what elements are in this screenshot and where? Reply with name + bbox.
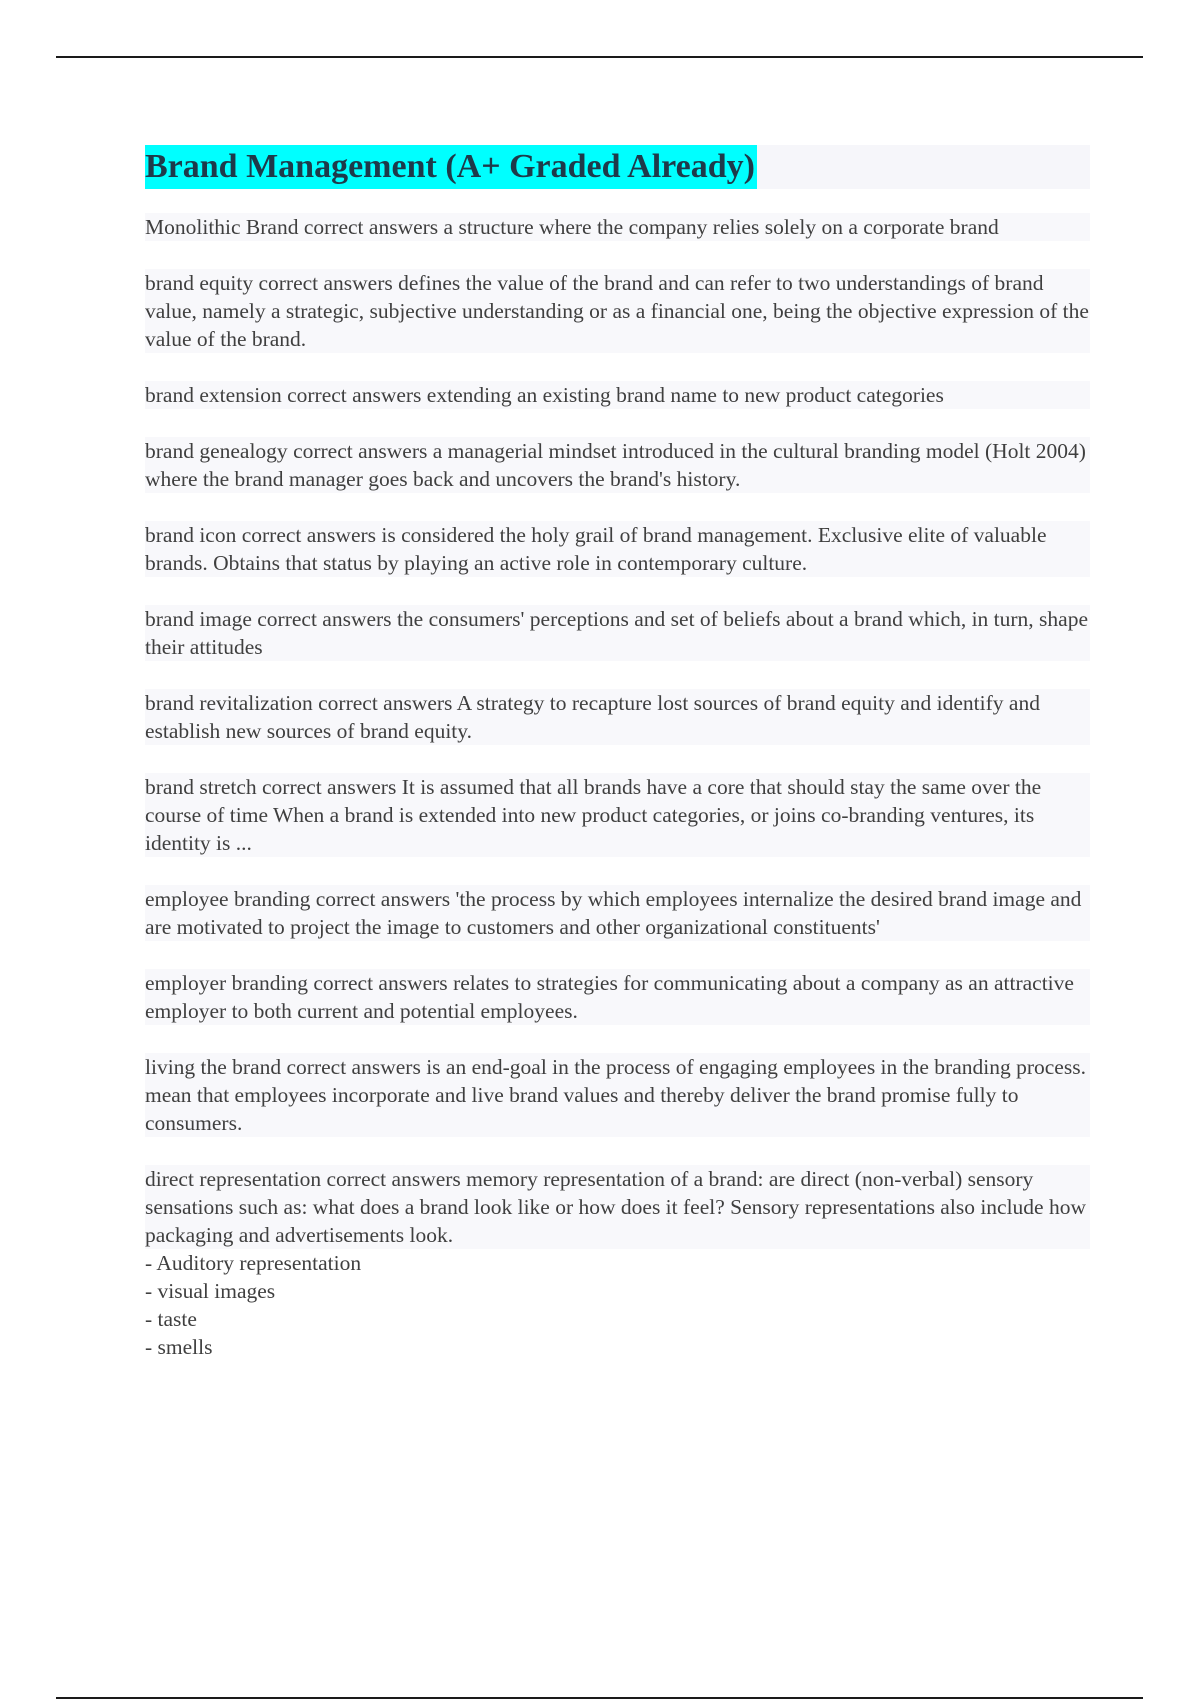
entry-separator: correct answers (241, 523, 377, 547)
flashcard-entry (145, 885, 1090, 941)
entry-definition: relates to strategies for communicating about a company as an attractive employer to both current and potential employees. (145, 971, 1074, 1023)
entry-definition: A strategy to recapture lost sources of brand equity and identify and establish new sources of brand equity. (145, 691, 1040, 743)
list-item: - taste (145, 1307, 197, 1331)
list-item: - visual images (145, 1279, 276, 1303)
document-title: Brand Management (A+ Graded Already) (145, 145, 757, 189)
flashcard-entry (145, 773, 1090, 857)
representation-list (145, 1249, 1090, 1361)
entry-separator: correct answers (315, 887, 451, 911)
entry-definition: 'the process by which employees internalize the desired brand image and are motivated to project the image to customers and other organizational constituents' (145, 887, 1082, 939)
flashcard-entry (145, 381, 1090, 409)
entry-separator: correct answers (286, 1055, 421, 1079)
entry-definition: the consumers' perceptions and set of beliefs about a brand which, in turn, shape their attitudes (145, 607, 1089, 659)
entry-term: employee branding (145, 887, 311, 911)
entry-separator: correct answers (258, 271, 393, 295)
entry-separator: correct answers (262, 775, 397, 799)
entry-separator: correct answers (318, 691, 453, 715)
entry-term: brand genealogy (145, 439, 288, 463)
bottom-rule (56, 1697, 1143, 1699)
entry-term: brand equity (145, 271, 254, 295)
entry-definition: memory representation of a brand: are direct (non-verbal) sensory sensations such as: what does a brand look like or how does it feel? Sensory representations also include how packaging and advertisements look. (145, 1167, 1087, 1247)
entry-definition: extending an existing brand name to new product categories (426, 383, 944, 407)
entry-definition: is an end-goal in the process of engaging employees in the branding process. mean that employees incorporate and live brand values and thereby deliver the brand promise fully to consumers. (145, 1055, 1086, 1135)
entry-term: living the brand (145, 1055, 282, 1079)
list-item: - smells (145, 1335, 213, 1359)
title-row (145, 145, 1090, 189)
flashcard-list (145, 213, 1090, 1361)
flashcard-entry (145, 969, 1090, 1025)
flashcard-entry (145, 437, 1090, 493)
entry-term: brand icon (145, 523, 237, 547)
entry-separator: correct answers (303, 215, 439, 239)
flashcard-entry (145, 1165, 1090, 1249)
flashcard-entry (145, 689, 1090, 745)
entry-definition: is considered the holy grail of brand management. Exclusive elite of valuable brands. Obtains that status by playing an active role in contemporary culture. (145, 523, 1047, 575)
flashcard-entry (145, 1053, 1090, 1137)
entry-term: brand revitalization (145, 691, 313, 715)
entry-definition: a structure where the company relies solely on a corporate brand (443, 215, 999, 239)
list-item: - Auditory representation (145, 1251, 362, 1275)
entry-separator: correct answers (257, 607, 392, 631)
entry-term: brand image (145, 607, 252, 631)
flashcard-entry (145, 213, 1090, 241)
document-body (145, 145, 1090, 1361)
entry-separator: correct answers (287, 383, 422, 407)
entry-term: employer branding (145, 971, 308, 995)
entry-definition: It is assumed that all brands have a core that should stay the same over the course of time When a brand is extended into new product categories, or joins co-branding ventures, its identity is ... (145, 775, 1042, 855)
entry-term: brand stretch (145, 775, 257, 799)
entry-term: direct representation (145, 1167, 322, 1191)
flashcard-entry (145, 269, 1090, 353)
entry-term: brand extension (145, 383, 282, 407)
entry-term: Monolithic Brand (145, 215, 299, 239)
flashcard-entry (145, 605, 1090, 661)
entry-definition: a managerial mindset introduced in the cultural branding model (Holt 2004) where the brand manager goes back and uncovers the brand's history. (145, 439, 1086, 491)
flashcard-entry (145, 521, 1090, 577)
top-rule (56, 56, 1143, 58)
entry-separator: correct answers (326, 1167, 461, 1191)
entry-separator: correct answers (313, 971, 448, 995)
entry-definition: defines the value of the brand and can refer to two understandings of brand value, namely a strategic, subjective understanding or as a financial one, being the objective expression of the value of the brand. (145, 271, 1089, 351)
entry-separator: correct answers (293, 439, 428, 463)
